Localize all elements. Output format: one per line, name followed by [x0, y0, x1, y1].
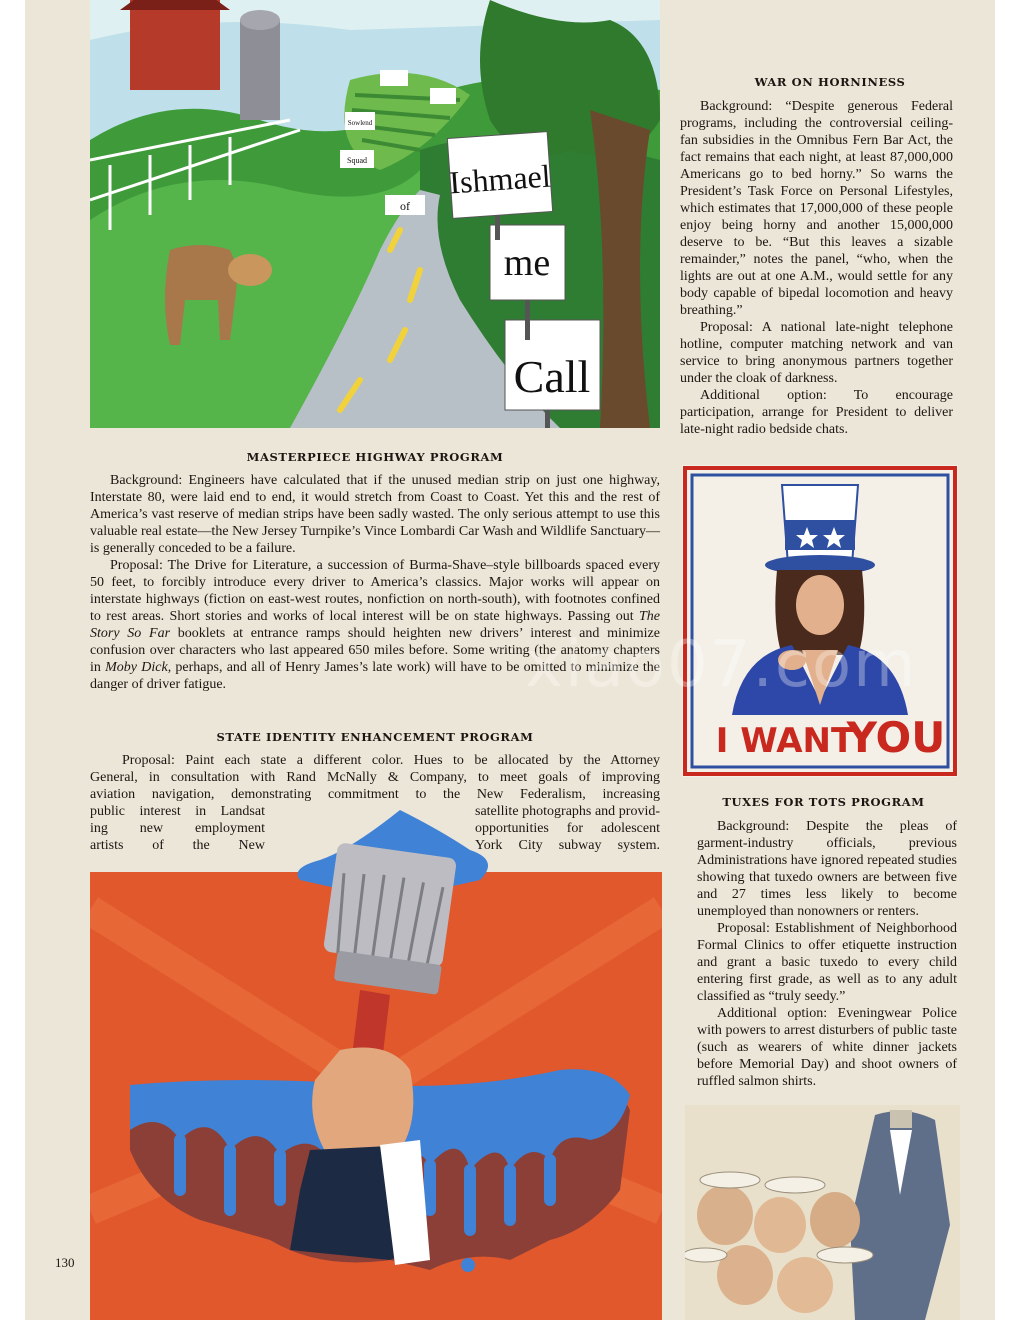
state-left-line-3: artists of the New	[90, 838, 265, 853]
masterpiece-highway-heading: MASTERPIECE HIGHWAY PROGRAM	[246, 450, 504, 464]
sign-sowlend: Sowlend	[347, 119, 373, 127]
magazine-page	[25, 0, 995, 1320]
tuxes-for-tots-text	[697, 818, 957, 1090]
war-on-horniness-heading: WAR ON HORNINESS	[754, 75, 906, 89]
war-proposal-paragraph: Proposal: A national late-night telephone hotline, computer matching network and van service to bring anonymous partners together under the cloak of darkness.	[680, 320, 953, 386]
proposal-text-b: booklets at entrance ramps should heighten new drivers’ interest and minimize confusion over characters who last appeared 650 miles before. Some writing (the anatomy chapters in	[90, 626, 660, 675]
state-identity-heading: STATE IDENTITY ENHANCEMENT PROGRAM	[216, 730, 534, 744]
poster-caption-you: YOU	[846, 713, 946, 762]
proposal-text-c: , perhaps, and all of Henry James’s late work) will have to be omitted to minimize the danger of driver fatigue.	[90, 660, 661, 692]
war-option-paragraph: Additional option: To encourage participation, arrange for President to deliver late-night radio bedside chats.	[680, 388, 953, 437]
sign-me: me	[503, 242, 551, 284]
sign-call: Call	[513, 351, 591, 402]
sign-of: of	[400, 199, 410, 213]
war-background-paragraph: Background: “Despite generous Federal programs, including the controversial ceiling-fan subsidies in the Omnibus Fern Bar Act, the fact remains that each night, at least 87,000,000 Americans go to bed horny.” So warns the President’s Task Force on Personal Lifestyles, which estimates that 17,000,000 of these people enjoy being horny and another 15,000,000 deserve to be. “But this leaves a sizable remainder,” notes the panel, “who, when the lights are out at one A.M., would settle for any body capable of bipedal locomotion and heavy breathing.”	[680, 99, 953, 318]
tuxes-option-paragraph: Additional option: Eveningwear Police with powers to arrest disturbers of public taste (such as wearers of white dinner jackets before Memorial Day) and shoot owners of ruffled salmon shirts.	[697, 1006, 957, 1089]
tuxes-proposal-paragraph: Proposal: Establishment of Neighborhood Formal Clinics to offer etiquette instruction and grant a basic tuxedo to every child entering first grade, as well as to any adult classified as “truly seedy.”	[697, 921, 957, 1004]
war-on-horniness-text	[680, 98, 953, 438]
state-right-line-2: opportunities for adolescent	[475, 821, 660, 836]
state-line-1: Proposal: Paint each state a different color. Hues to be allocated by the Attorney	[122, 753, 660, 768]
proposal-text-a: Proposal: The Drive for Literature, a succession of Burma-Shave–style billboards spaced every 50 feet, to forcibly introduce every driver to America’s classics. Major works will appear on interstate highways (fiction on east-west routes, nonfiction on north-south), with footnotes confined to rest areas. Short stories and works of local interest will be on state highways. Passing out	[90, 558, 660, 624]
i-want-you-poster	[682, 465, 958, 777]
state-right-line-3: York City subway system.	[475, 838, 660, 853]
tuxes-for-tots-heading: TUXES FOR TOTS PROGRAM	[722, 795, 925, 809]
sign-squad: Squad	[347, 156, 367, 165]
page-number: 130	[55, 1255, 75, 1270]
highway-illustration	[90, 0, 660, 428]
story-so-far-title: The Story So Far	[90, 609, 660, 641]
poster-caption-i-want: I WANT	[715, 721, 855, 761]
state-left-line-1: public interest in Landsat	[90, 804, 265, 819]
state-line-2: General, in consultation with Rand McNally & Company, to meet goals of improving	[90, 770, 660, 785]
tuxedo-children-illustration	[685, 1105, 960, 1320]
tuxes-background-paragraph: Background: Despite the pleas of garment-industry officials, previous Administrations have ignored repeated studies showing that tuxedo owners are between five and 27 times less likely to become unemployed than nonowners or renters.	[697, 819, 957, 919]
watermark: xiao07.com	[525, 628, 918, 702]
masterpiece-background-paragraph: Background: Engineers have calculated that if the unused median strip on just one highway, Interstate 80, were laid end to end, it would stretch from Coast to Coast. Yet this and the rest of America’s vast reserve of median strips have been sadly wasted. The only serious attempt to use this valuable real estate—the New Jersey Turnpike’s Vince Lombardi Car Wash and Wildlife Sanctuary—is generally conceded to be a failure.	[90, 473, 660, 556]
sign-ishmael: Ishmael	[448, 157, 552, 201]
moby-dick-title: Moby Dick	[105, 660, 168, 675]
painted-map-illustration	[90, 790, 662, 1320]
state-right-line-1: satellite photographs and provid-	[475, 804, 660, 819]
state-left-line-2: ing new employment	[90, 821, 265, 836]
state-line-3: aviation navigation, demonstrating commitment to the New Federalism, increasing	[90, 787, 660, 802]
